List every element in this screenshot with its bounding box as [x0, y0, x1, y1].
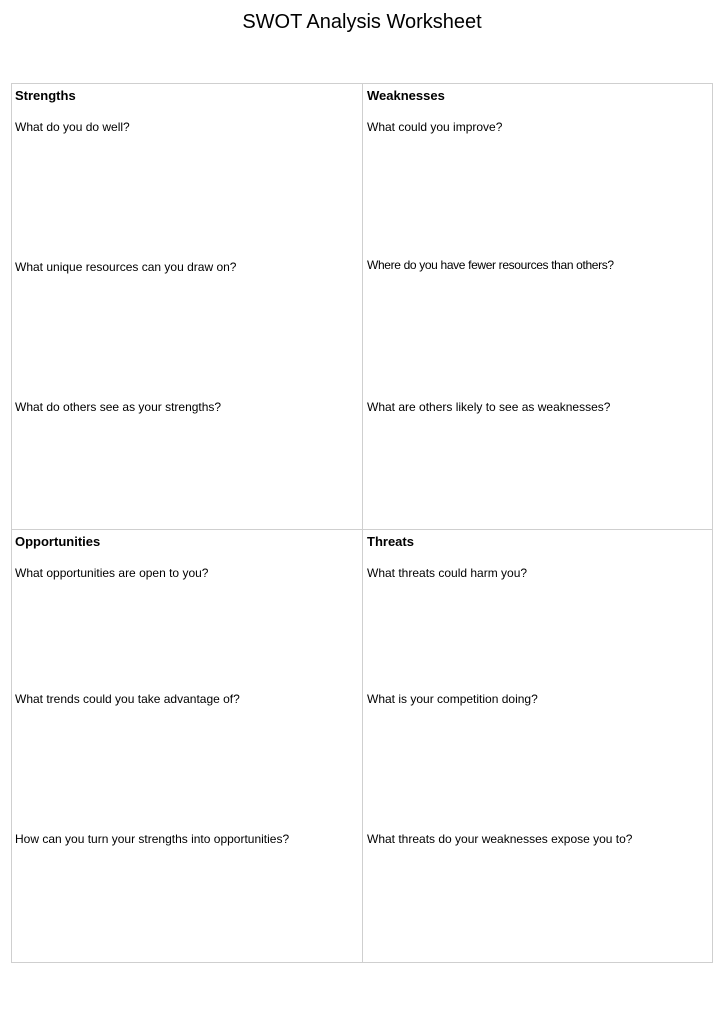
weaknesses-question-3: What are others likely to see as weaknesses?: [367, 400, 611, 414]
opportunities-question-3: How can you turn your strengths into opportunities?: [15, 832, 290, 846]
strengths-quadrant[interactable]: [12, 84, 363, 530]
strengths-question-3: What do others see as your strengths?: [15, 400, 222, 414]
strengths-question-1: What do you do well?: [15, 120, 130, 134]
opportunities-quadrant[interactable]: [12, 530, 363, 962]
weaknesses-question-1: What could you improve?: [367, 120, 503, 134]
opportunities-question-1: What opportunities are open to you?: [15, 566, 209, 580]
weaknesses-question-2: Where do you have fewer resources than others?: [367, 258, 614, 272]
page-title: SWOT Analysis Worksheet: [242, 11, 482, 33]
opportunities-heading: Opportunities: [15, 534, 101, 549]
threats-question-2: What is your competition doing?: [367, 692, 538, 706]
threats-question-1: What threats could harm you?: [367, 566, 528, 580]
swot-grid: [11, 83, 713, 963]
weaknesses-heading: Weaknesses: [367, 88, 445, 103]
strengths-heading: Strengths: [15, 88, 76, 103]
strengths-question-2: What unique resources can you draw on?: [15, 260, 237, 274]
threats-quadrant[interactable]: [363, 530, 712, 962]
threats-heading: Threats: [367, 534, 414, 549]
threats-question-3: What threats do your weaknesses expose you to?: [367, 832, 633, 846]
opportunities-question-2: What trends could you take advantage of?: [15, 692, 240, 706]
weaknesses-quadrant[interactable]: [363, 84, 712, 530]
